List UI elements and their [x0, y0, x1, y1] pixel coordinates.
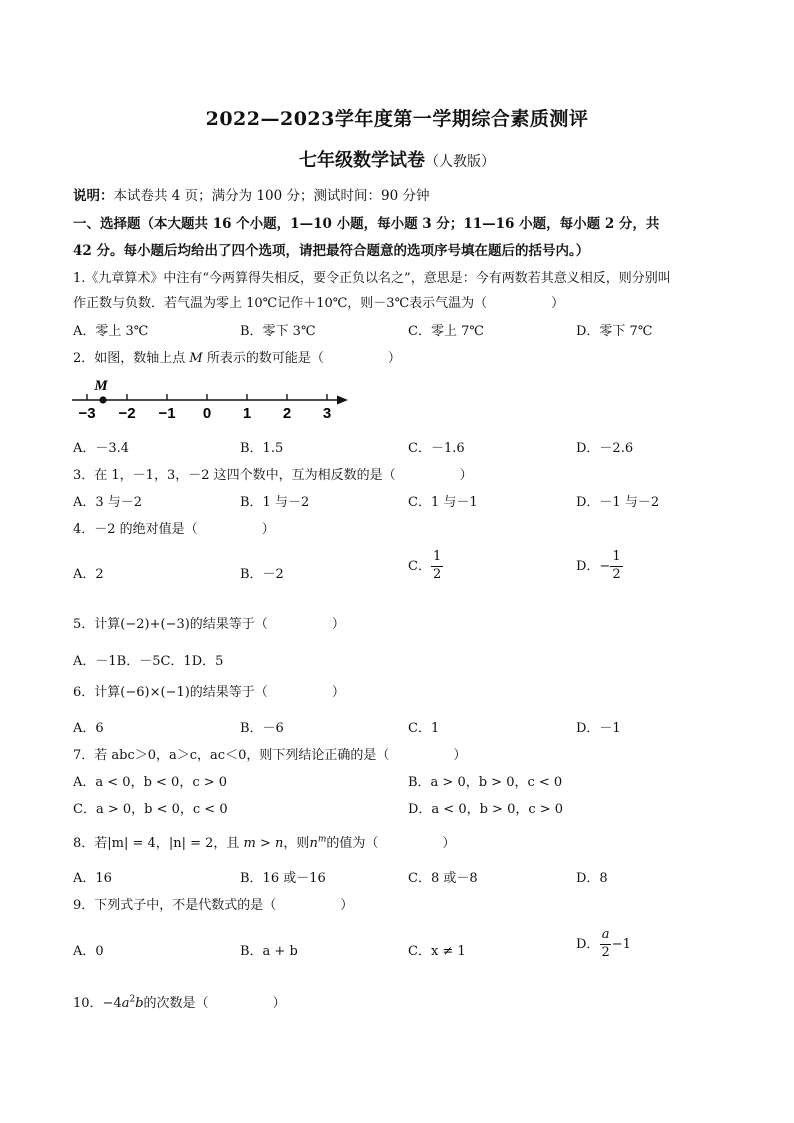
q6-option-a[interactable]: A．6	[73, 721, 104, 736]
q4-option-a[interactable]: A．2	[73, 567, 104, 582]
fraction-numerator: a	[600, 928, 612, 945]
edition-label: （人教版）	[425, 154, 495, 170]
q7-option-d[interactable]: D．a < 0，b > 0，c > 0	[408, 802, 564, 817]
q8-stem-b: 且	[226, 836, 240, 851]
q10-coefficient: −4	[102, 996, 122, 1011]
q7-option-b[interactable]: B．a > 0，b > 0，c < 0	[408, 775, 563, 790]
q8-option-b[interactable]: B．16 或－16	[240, 871, 326, 886]
q2-stem	[73, 347, 401, 366]
number-line-tick-label: 1	[242, 405, 252, 422]
q9-option-d-prefix: D．	[576, 936, 600, 952]
fraction-denominator: 2	[601, 944, 610, 960]
q1-option-b[interactable]: B．零下 3℃	[240, 324, 316, 339]
q8-stem-a: 8．若	[73, 836, 108, 851]
q7-option-a[interactable]: A．a < 0，b < 0，c > 0	[73, 775, 228, 790]
q9-option-a[interactable]: A．0	[73, 944, 104, 959]
exam-title: 2022—2023学年度第一学期综合素质测评	[205, 108, 589, 130]
q8-option-a[interactable]: A．16	[73, 871, 112, 886]
q1-option-a[interactable]: A．零上 3℃	[73, 324, 149, 339]
q8-power-base: n	[309, 836, 318, 851]
q3-option-b[interactable]: B．1 与－2	[240, 495, 310, 510]
q8-stem-d: 的值为（	[326, 836, 379, 851]
number-line-tick-label: 0	[202, 405, 212, 422]
q8-option-c[interactable]: C．8 或－8	[408, 871, 478, 886]
q2-option-c[interactable]: C．－1.6	[408, 441, 465, 456]
q8-close-paren: ）	[442, 836, 456, 851]
q1-stem-text: 作正数与负数．若气温为零上 10℃记作＋10℃，则－3℃表示气温为（	[73, 296, 488, 311]
q9-close-paren: ）	[340, 898, 354, 913]
q5-expression: (−2)+(−3)	[120, 617, 190, 632]
q4-option-d-fraction	[610, 550, 622, 583]
q2-close-paren: ）	[387, 351, 401, 366]
point-m	[99, 396, 106, 403]
q7-stem	[73, 744, 466, 763]
q2-option-a[interactable]: A．－3.4	[73, 441, 130, 456]
q6-stem	[73, 681, 345, 700]
fraction-numerator: 1	[610, 550, 622, 567]
q8-condition-order: m > n	[243, 836, 284, 851]
note-text: 本试卷共 4 页；满分为 100 分；测试时间：90 分钟	[113, 188, 430, 204]
q5-options[interactable]: A．－1B．－5C．1D．5	[73, 654, 224, 669]
q7-stem-text: 7．若 abc＞0，a＞c，ac＜0，则下列结论正确的是（	[73, 748, 390, 763]
q3-option-c[interactable]: C．1 与－1	[408, 495, 478, 510]
number-line-tick-label: −1	[158, 405, 176, 422]
q1-stem-line1: 1.《九章算术》中注有“今两算得失相反，要令正负以名之”，意思是：今有两数若其意义相反，则分别叫	[73, 271, 671, 286]
q3-stem	[73, 464, 473, 483]
q9-option-c[interactable]: C．x ≠ 1	[408, 944, 466, 959]
number-line-figure	[60, 370, 360, 428]
q6-option-c[interactable]: C．1	[408, 721, 440, 736]
q10-number: 10．	[73, 996, 103, 1011]
q8-power-exponent: m	[317, 834, 327, 845]
q9-option-d-suffix: −1	[611, 936, 631, 952]
q3-option-d[interactable]: D．－1 与－2	[576, 495, 660, 510]
q9-option-d[interactable]	[576, 928, 631, 961]
q4-option-c-fraction	[431, 550, 443, 583]
q9-option-b[interactable]: B．a + b	[240, 944, 298, 959]
q4-close-paren: ）	[261, 522, 275, 537]
q4-option-d-prefix: D．−	[576, 558, 611, 574]
q7-option-c[interactable]: C．a > 0，b < 0，c < 0	[73, 802, 228, 817]
instructions	[73, 184, 430, 204]
fraction-denominator: 2	[432, 566, 442, 582]
q2-var: M	[189, 351, 203, 366]
q10-variable-b: b	[135, 996, 144, 1011]
number-line-tick-label: −3	[78, 405, 96, 422]
q6-option-b[interactable]: B．－6	[240, 721, 284, 736]
subtitle-text: 七年级数学试卷	[299, 150, 425, 171]
q1-option-c[interactable]: C．零上 7℃	[408, 324, 484, 339]
q2-option-d[interactable]: D．－2.6	[576, 441, 634, 456]
q10-stem	[73, 992, 286, 1011]
q10-variable-a: a	[121, 996, 130, 1011]
q8-stem-c: 则	[296, 836, 310, 851]
q6-expression: (−6)×(−1)	[120, 685, 190, 700]
fraction-numerator: 1	[431, 550, 443, 567]
section-heading-line2: 42 分。每小题后均给出了四个选项，请把最符合题意的选项序号填在题后的括号内。）	[73, 243, 590, 259]
q4-option-c-prefix: C．	[408, 558, 431, 574]
q2-stem-a: 2．如图，数轴上点	[73, 351, 186, 366]
q8-option-d[interactable]: D．8	[576, 871, 608, 886]
q6-stem-a: 6．计算	[73, 685, 121, 700]
q4-option-c[interactable]	[408, 550, 443, 583]
q10-exponent: 2	[129, 994, 136, 1005]
number-line-tick-label: −2	[118, 405, 136, 422]
number-line-arrow	[337, 396, 348, 405]
q9-option-d-fraction	[599, 928, 611, 961]
q9-stem	[73, 894, 353, 913]
note-label: 说明：	[73, 188, 114, 204]
q10-stem-b: 的次数是（	[143, 996, 209, 1011]
point-m-label: M	[94, 378, 108, 394]
q8-stem: 8．若|m| = 4，|n| = 2，且 m > n，则$n^m$的值为（ ）	[73, 834, 456, 851]
q5-stem-b: 的结果等于（	[189, 617, 268, 632]
q3-option-a[interactable]: A．3 与－2	[73, 495, 143, 510]
q9-stem-text: 9．下列式子中，不是代数式的是（	[73, 898, 277, 913]
q4-option-d[interactable]	[576, 550, 623, 583]
number-line-tick-label: 2	[282, 405, 292, 422]
q3-stem-text: 3．在 1，－1，3，－2 这四个数中，互为相反数的是（	[73, 468, 396, 483]
exam-subtitle	[0, 146, 794, 172]
q7-close-paren: ）	[453, 748, 467, 763]
q5-stem-a: 5．计算	[73, 617, 121, 632]
q1-option-d[interactable]: D．零下 7℃	[576, 324, 653, 339]
fraction-denominator: 2	[612, 566, 621, 582]
q6-close-paren: ）	[331, 685, 345, 700]
q6-stem-b: 的结果等于（	[189, 685, 268, 700]
q6-option-d[interactable]: D．－1	[576, 721, 621, 736]
q2-option-b[interactable]: B．1.5	[240, 441, 284, 456]
q5-stem	[73, 613, 345, 632]
q5-close-paren: ）	[331, 617, 345, 632]
q4-stem-text: 4．－2 的绝对值是（	[73, 522, 198, 537]
section-heading-line1: 一、选择题（本大题共 16 个小题，1—10 小题，每小题 3 分；11—16 小题，每小题 2 分，共	[73, 216, 660, 232]
q3-close-paren: ）	[459, 468, 473, 483]
q1-stem-line2	[73, 292, 564, 311]
q1-close-paren: ）	[551, 296, 565, 311]
q8-condition-m: |m| = 4	[107, 836, 156, 851]
q10-close-paren: ）	[272, 996, 286, 1011]
q4-option-b[interactable]: B．－2	[240, 567, 284, 582]
q8-condition-n: |n| = 2	[168, 836, 214, 851]
q4-stem	[73, 518, 275, 537]
number-line-tick-label: 3	[322, 405, 332, 422]
q2-stem-b: 所表示的数可能是（	[206, 351, 324, 366]
